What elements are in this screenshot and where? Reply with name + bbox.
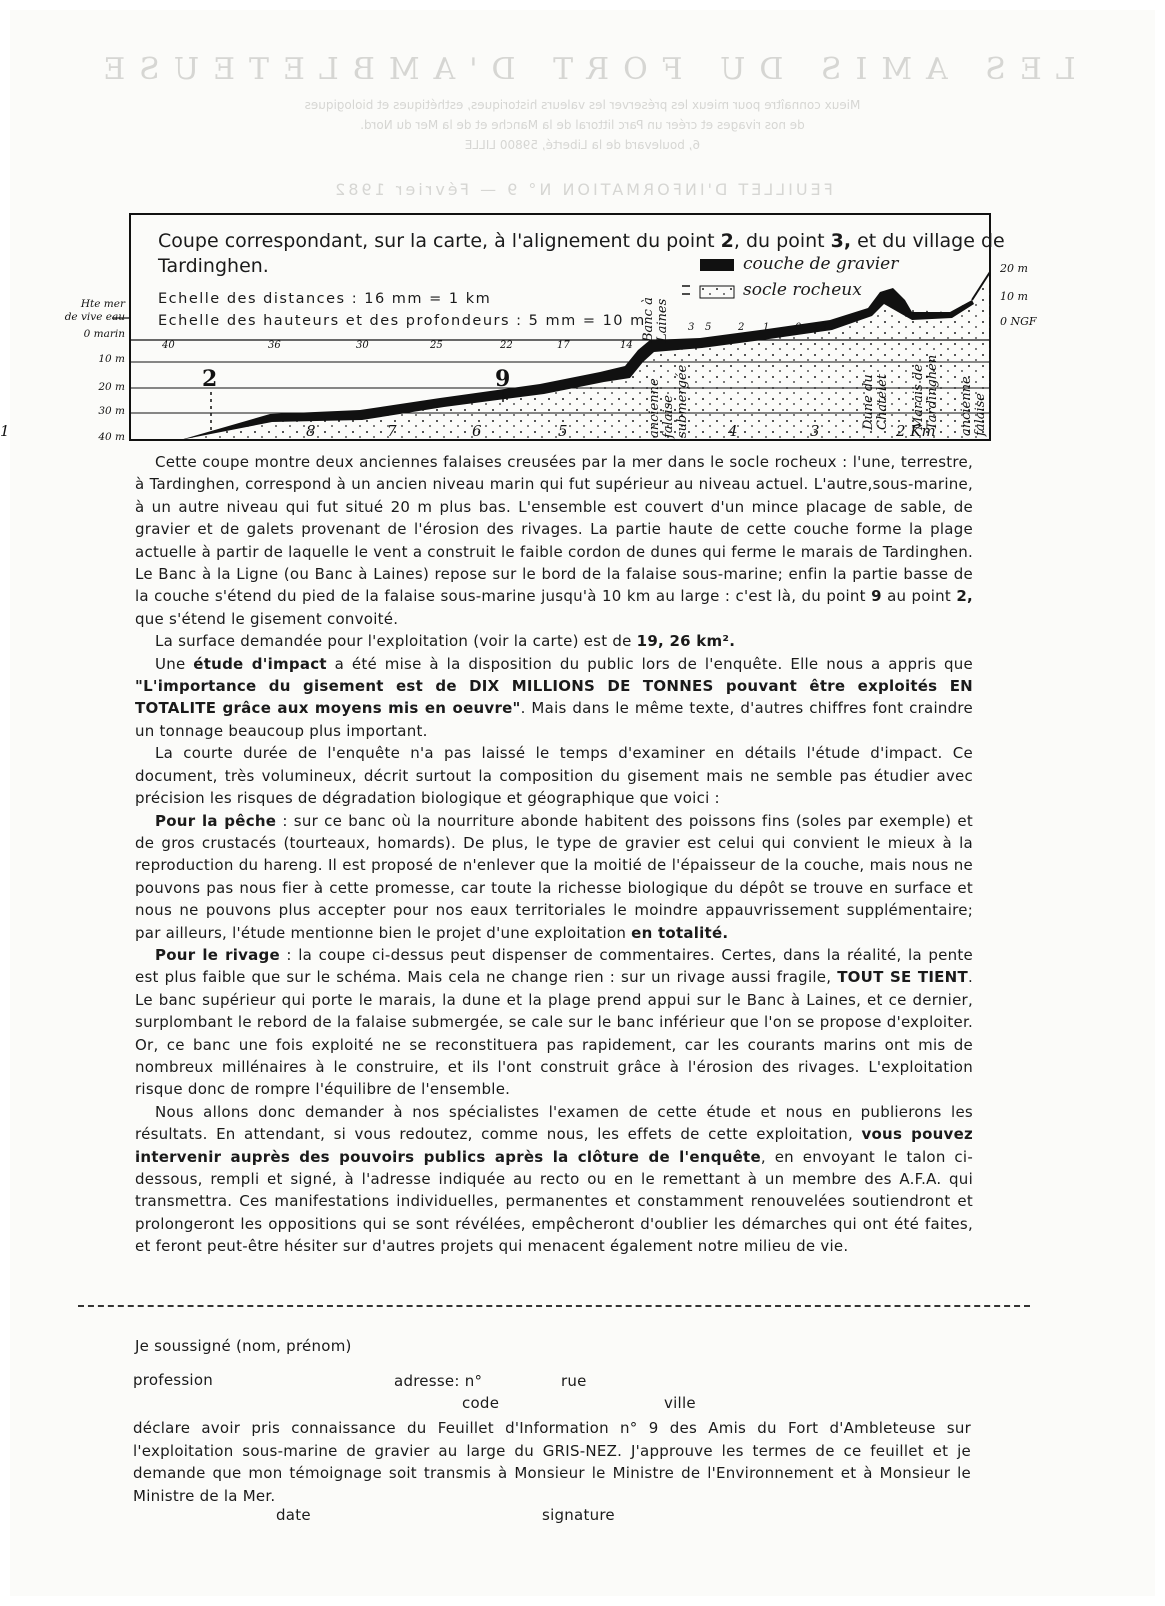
right-height-label: 10 m bbox=[1000, 290, 1028, 303]
letterhead-ghost-bulletin: FEUILLET D'INFORMATION N° 9 — Février 1982 bbox=[332, 180, 833, 199]
km-tick-label: 1 bbox=[763, 322, 770, 333]
letterhead-ghost-line: 6, boulevard de la Liberté, 59800 LILLE bbox=[464, 138, 701, 152]
km-axis-label: 4 bbox=[728, 422, 738, 440]
legend-rock-label: socle rocheux bbox=[743, 280, 862, 300]
paragraph: Pour la pêche : sur ce banc où la nourriture abonde habitent des poissons fins (soles par exemple) et de gros crustacés (tourteaux, homards). De plus, le type de gravier est celui qui convient le mieux à la reproduction du hareng. Il est proposé de n'enlever que la moitié de l'épaisseur de la couche, mais nous ne pouvons pas nous fier à cette promesse, car toute la richesse biologique du dépôt se trouve en surface et nous ne pouvons plus accepter pour nos eaux territoriales le moindre appauvrissement supplémentaire; par ailleurs, l'étude mentionne bien le projet d'une exploitation en totalité. bbox=[135, 811, 973, 942]
vertical-label: Laines bbox=[655, 298, 670, 342]
street-field-label[interactable]: rue bbox=[561, 1372, 587, 1390]
left-depth-label: 0 marin bbox=[83, 328, 125, 340]
declaration-text: déclare avoir pris connaissance du Feuillet d'Information n° 9 des Amis du Fort d'Ambleteuse sur l'exploitation sous-marine de gravier au large du GRIS-NEZ. J'approuve les termes de ce feuillet et je demande que mon témoignage soit transmis à Monsieur le Ministre de l'Environnement et à Monsieur le Ministre de la Mer. bbox=[133, 1419, 971, 1505]
km-tick-label: 14 bbox=[620, 340, 633, 351]
legend-rock-swatch bbox=[700, 286, 734, 298]
diagram-caption: Coupe correspondant, sur la carte, à l'alignement du point 2, du point 3, et du village de Tardinghen. bbox=[158, 230, 1005, 277]
vertical-label: falaise bbox=[973, 393, 988, 436]
vertical-label: ancienne bbox=[647, 378, 662, 438]
right-height-label: 0 NGF bbox=[1000, 315, 1037, 328]
km-tick-label: 36 bbox=[268, 340, 281, 351]
city-field-label[interactable]: ville bbox=[664, 1394, 696, 1412]
km-tick-label: 30 bbox=[356, 340, 369, 351]
km-tick-label: 40 bbox=[162, 340, 175, 351]
letterhead-ghost-line: de nos rivages et créer un Parc littoral de la Manche et de la Mer du Nord. bbox=[360, 118, 805, 132]
km-tick-label: 3 bbox=[688, 322, 695, 333]
left-depth-label: 10 m bbox=[98, 353, 125, 365]
caption-point-2: 2 bbox=[720, 230, 734, 252]
letterhead-ghost-title: LES AMIS DU FORT D'AMBLETEUSE bbox=[89, 52, 1076, 87]
left-depth-label: de vive eau bbox=[64, 311, 125, 323]
address-number-field-label[interactable]: adresse: n° bbox=[394, 1372, 483, 1390]
km-tick-label: 25 bbox=[430, 340, 443, 351]
km-axis-label: 8 bbox=[306, 422, 316, 440]
vertical-label: Tardinghen bbox=[925, 354, 940, 430]
vertical-label: falaise bbox=[661, 395, 676, 438]
left-depth-label: 20 m bbox=[98, 381, 125, 393]
paragraph: Nous allons donc demander à nos spécialistes l'examen de cette étude et nous en publierons les résultats. En attendant, si vous redoutez, comme nous, les effets de cette exploitation, vous pouvez intervenir auprès des pouvoirs publics après la clôture de l'enquête, en envoyant le talon ci-dessous, rempli et signé, à l'adresse indiquée au recto ou en le remettant à un membre des A.F.A. qui transmettra. Ces manifestations individuelles, permanentes et constamment renouvelées soutiendront et prolongeront les oppositions qui se sont révélées, empêcheront d'oublier les démarches qui ont été faites, et feront peut-être hésiter sur d'autres projets qui menacent également notre milieu de vie. bbox=[135, 1102, 973, 1256]
point-9-label: 9 bbox=[495, 366, 511, 392]
height-scale: Echelle des hauteurs et des profondeurs : 5 mm = 10 m bbox=[158, 313, 646, 329]
vertical-label: submergée bbox=[675, 364, 690, 438]
date-field-label[interactable]: date bbox=[276, 1506, 311, 1524]
km-tick-label: 17 bbox=[557, 340, 570, 351]
paragraph: La surface demandée pour l'exploitation (voir la carte) est de 19, 26 km². bbox=[155, 632, 736, 651]
point-2-label: 2 bbox=[202, 366, 218, 392]
paragraph: Cette coupe montre deux anciennes falaises creusées par la mer dans le socle rocheux : l'une, terrestre, à Tardinghen, correspond à un ancien niveau marin qui fut supérieur au niveau actuel. L'autre,sous-marine, à un autre niveau qui fut situé 20 m plus bas. L'ensemble est couvert d'un mince placage de sable, de gravier et de galets provenant de l'érosion des rivages. La partie haute de cette couche forme la plage actuelle à partir de laquelle le vent a construit le faible cordon de dunes qui ferme le marais de Tardinghen. Le Banc à la Ligne (ou Banc à Laines) repose sur le bord de la falaise sous-marine; enfin la partie basse de la couche s'étend du pied de la falaise sous-marine jusqu'à 10 km au large : c'est là, du point 9 au point 2, que s'étend le gisement convoité. bbox=[135, 453, 973, 628]
km-tick-label: 22 bbox=[500, 340, 513, 351]
km-tick-label: 5 bbox=[705, 322, 712, 333]
left-depth-label: Hte mer bbox=[80, 298, 125, 310]
cut-line bbox=[78, 1305, 1030, 1307]
profession-field-label[interactable]: profession bbox=[133, 1371, 214, 1389]
vertical-label: Chatelet bbox=[875, 373, 890, 430]
km-axis-label: 1 bbox=[0, 422, 10, 440]
paragraph: La courte durée de l'enquête n'a pas laissé le temps d'examiner en détails l'étude d'impact. Ce document, très volumineux, décrit surtout la composition du gisement mais ne semble pas étudier avec précision les risques de dégradation biologique et géographique que voici : bbox=[135, 744, 973, 808]
km-tick-label: 2 bbox=[738, 322, 745, 333]
legend-gravel-label: couche de gravier bbox=[743, 254, 899, 274]
vertical-label: Dune du bbox=[861, 374, 876, 430]
km-axis-label: 6 bbox=[472, 422, 482, 440]
km-axis-label: 3 bbox=[810, 422, 820, 440]
distance-scale: Echelle des distances : 16 mm = 1 km bbox=[158, 291, 492, 307]
km-tick-label: +3 bbox=[812, 322, 827, 333]
vertical-label: ancienne bbox=[959, 376, 974, 436]
km-axis-label: 7 bbox=[387, 422, 397, 440]
km-axis-label: 2 Km bbox=[896, 422, 936, 440]
left-depth-label: 40 m bbox=[98, 431, 125, 443]
km-axis-label: 5 bbox=[558, 422, 568, 440]
km-tick-label: 0 bbox=[795, 322, 802, 333]
article-body bbox=[135, 451, 973, 1258]
name-field-label[interactable]: Je soussigné (nom, prénom) bbox=[135, 1337, 352, 1355]
caption-point-3: 3, bbox=[830, 230, 852, 252]
right-height-label: 20 m bbox=[1000, 262, 1028, 275]
signature-field-label[interactable]: signature bbox=[542, 1506, 615, 1524]
paragraph: Pour le rivage : la coupe ci-dessus peut dispenser de commentaires. Certes, dans la réalité, la pente est plus faible que sur le schéma. Mais cela ne change rien : sur un rivage aussi fragile, TOUT SE TIENT. Le banc supérieur qui porte le marais, la dune et la plage prend appui sur le Banc à Laines, et ce dernier, surplombant le rebord de la falaise submergée, se cale sur le banc inférieur que l'on se propose d'exploiter. Or, ce banc une fois exploité ne se reconstituera pas rapidement, car les courants marins ont mis de nombreux millénaires à le construire, et ils l'ont construit grâce à l'érosion des rivages. L'exploitation risque donc de rompre l'équilibre de l'ensemble. bbox=[135, 945, 973, 1099]
postal-code-field-label[interactable]: code bbox=[462, 1394, 500, 1412]
paragraph: Une étude d'impact a été mise à la disposition du public lors de l'enquête. Elle nous a appris que "L'importance du gisement est de DIX MILLIONS DE TONNES pouvant être exploités EN TOTALITE grâce aux moyens mis en oeuvre". Mais dans le même texte, d'autres chiffres font craindre un tonnage beaucoup plus important. bbox=[135, 654, 974, 740]
letterhead-ghost-line: Mieux connaître pour mieux les préserver les valeurs historiques, esthétiques et biologiques bbox=[304, 98, 861, 112]
vertical-label: Marais de bbox=[911, 363, 926, 430]
left-depth-label: 30 m bbox=[98, 405, 125, 417]
vertical-label: Banc à bbox=[641, 297, 656, 342]
